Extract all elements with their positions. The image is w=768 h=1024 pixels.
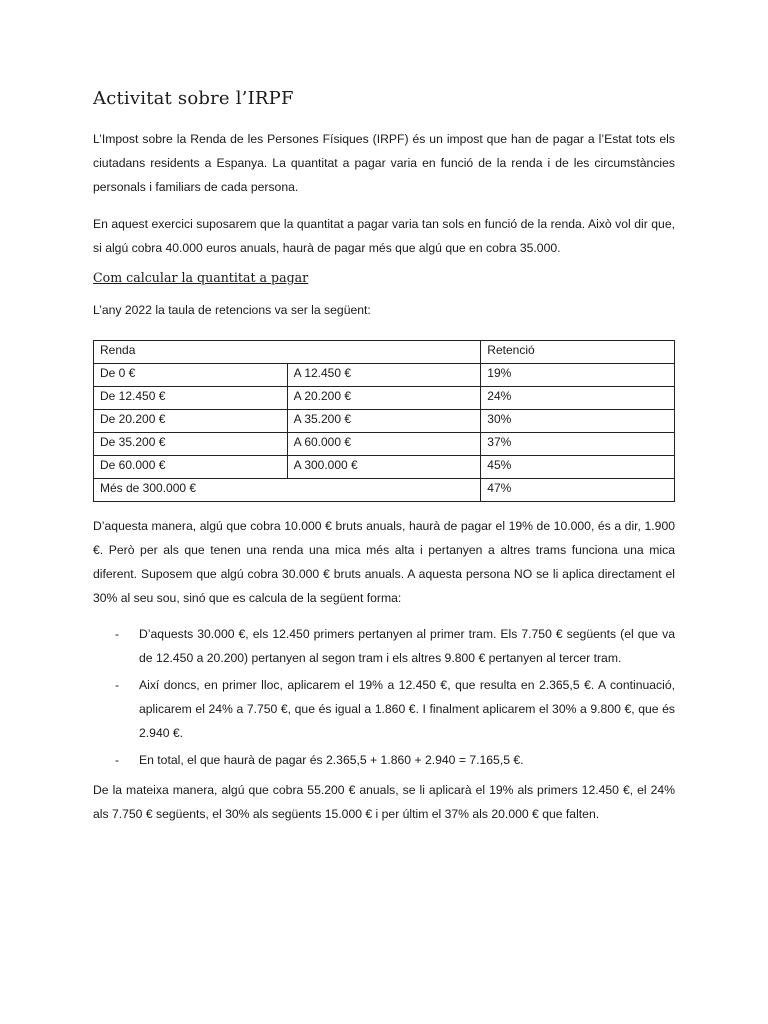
header-retencio: Retenció (481, 341, 675, 364)
cell-to: A 60.000 € (287, 433, 481, 456)
closing-paragraph: De la mateixa manera, algú que cobra 55.200 € anuals, se li aplicarà el 19% als primers 12.450 €, el 24% als 7.750 € següents, el 30% als següents 15.000 € i per últim el 37% als 20.000 € que falten. (93, 783, 675, 821)
list-item (93, 748, 675, 772)
cell-rate: 24% (481, 387, 675, 410)
table-row (94, 387, 675, 410)
cell-to: A 300.000 € (287, 456, 481, 479)
intro-paragraph: L’Impost sobre la Renda de les Persones Físiques (IRPF) és un impost que han de pagar a l’Estat tots els ciutadans residents a Espanya. La quantitat a pagar varia en funció de la renda i de les circumstàncies personals i familiars de cada persona. (93, 132, 675, 194)
cell-to: A 12.450 € (287, 364, 481, 387)
table-intro: L’any 2022 la taula de retencions va ser la següent: (93, 303, 371, 317)
header-renda: Renda (94, 341, 481, 364)
cell-rate: 19% (481, 364, 675, 387)
cell-rate: 30% (481, 410, 675, 433)
retention-table (93, 340, 675, 502)
cell-from: De 20.200 € (94, 410, 288, 433)
list-dash: - (115, 753, 120, 767)
list-item-text: D’aquests 30.000 €, els 12.450 primers pertanyen al primer tram. Els 7.750 € següents (el que va de 12.450 a 20.200) pertanyen al segon tram i els altres 9.800 € pertanyen al tercer tram. (139, 627, 675, 665)
list-item (93, 622, 675, 670)
list-dash: - (115, 678, 120, 692)
list-dash: - (115, 627, 120, 641)
cell-to: A 20.200 € (287, 387, 481, 410)
table-row (94, 433, 675, 456)
cell-to: A 35.200 € (287, 410, 481, 433)
cell-from: De 12.450 € (94, 387, 288, 410)
cell-from: De 60.000 € (94, 456, 288, 479)
table-header-row (94, 341, 675, 364)
cell-rate: 37% (481, 433, 675, 456)
example-paragraph: D’aquesta manera, algú que cobra 10.000 € bruts anuals, haurà de pagar el 19% de 10.000, és a dir, 1.900 €. Però per als que tenen una renda una mica més alta i pertanyen a altres trams funciona una mica diferent. Suposem que algú cobra 30.000 € bruts anuals. A aquesta persona NO se li aplica directament el 30% al seu sou, sinó que es calcula de la següent forma: (93, 519, 675, 605)
list-item-text: En total, el que haurà de pagar és 2.365,5 + 1.860 + 2.940 = 7.165,5 €. (139, 753, 524, 767)
cell-from: De 0 € (94, 364, 288, 387)
table-row (94, 364, 675, 387)
table-row (94, 456, 675, 479)
page-title: Activitat sobre l’IRPF (93, 88, 294, 109)
list-item (93, 673, 675, 745)
cell-last-rate: 47% (481, 479, 675, 502)
calculation-steps-list (93, 622, 675, 775)
section-heading: Com calcular la quantitat a pagar (93, 270, 309, 285)
table-row (94, 410, 675, 433)
table-last-row (94, 479, 675, 502)
list-item-text: Així doncs, en primer lloc, aplicarem el 19% a 12.450 €, que resulta en 2.365,5 €. A continuació, aplicarem el 24% a 7.750 €, que és igual a 1.860 €. I finalment aplicarem el 30% a 9.800 €, que és 2.940 €. (139, 678, 675, 740)
assumption-paragraph: En aquest exercici suposarem que la quantitat a pagar varia tan sols en funció de la renda. Això vol dir que, si algú cobra 40.000 euros anuals, haurà de pagar més que algú que en cobra 35.000. (93, 217, 675, 255)
cell-from: De 35.200 € (94, 433, 288, 456)
cell-rate: 45% (481, 456, 675, 479)
cell-last-label: Més de 300.000 € (94, 479, 481, 502)
